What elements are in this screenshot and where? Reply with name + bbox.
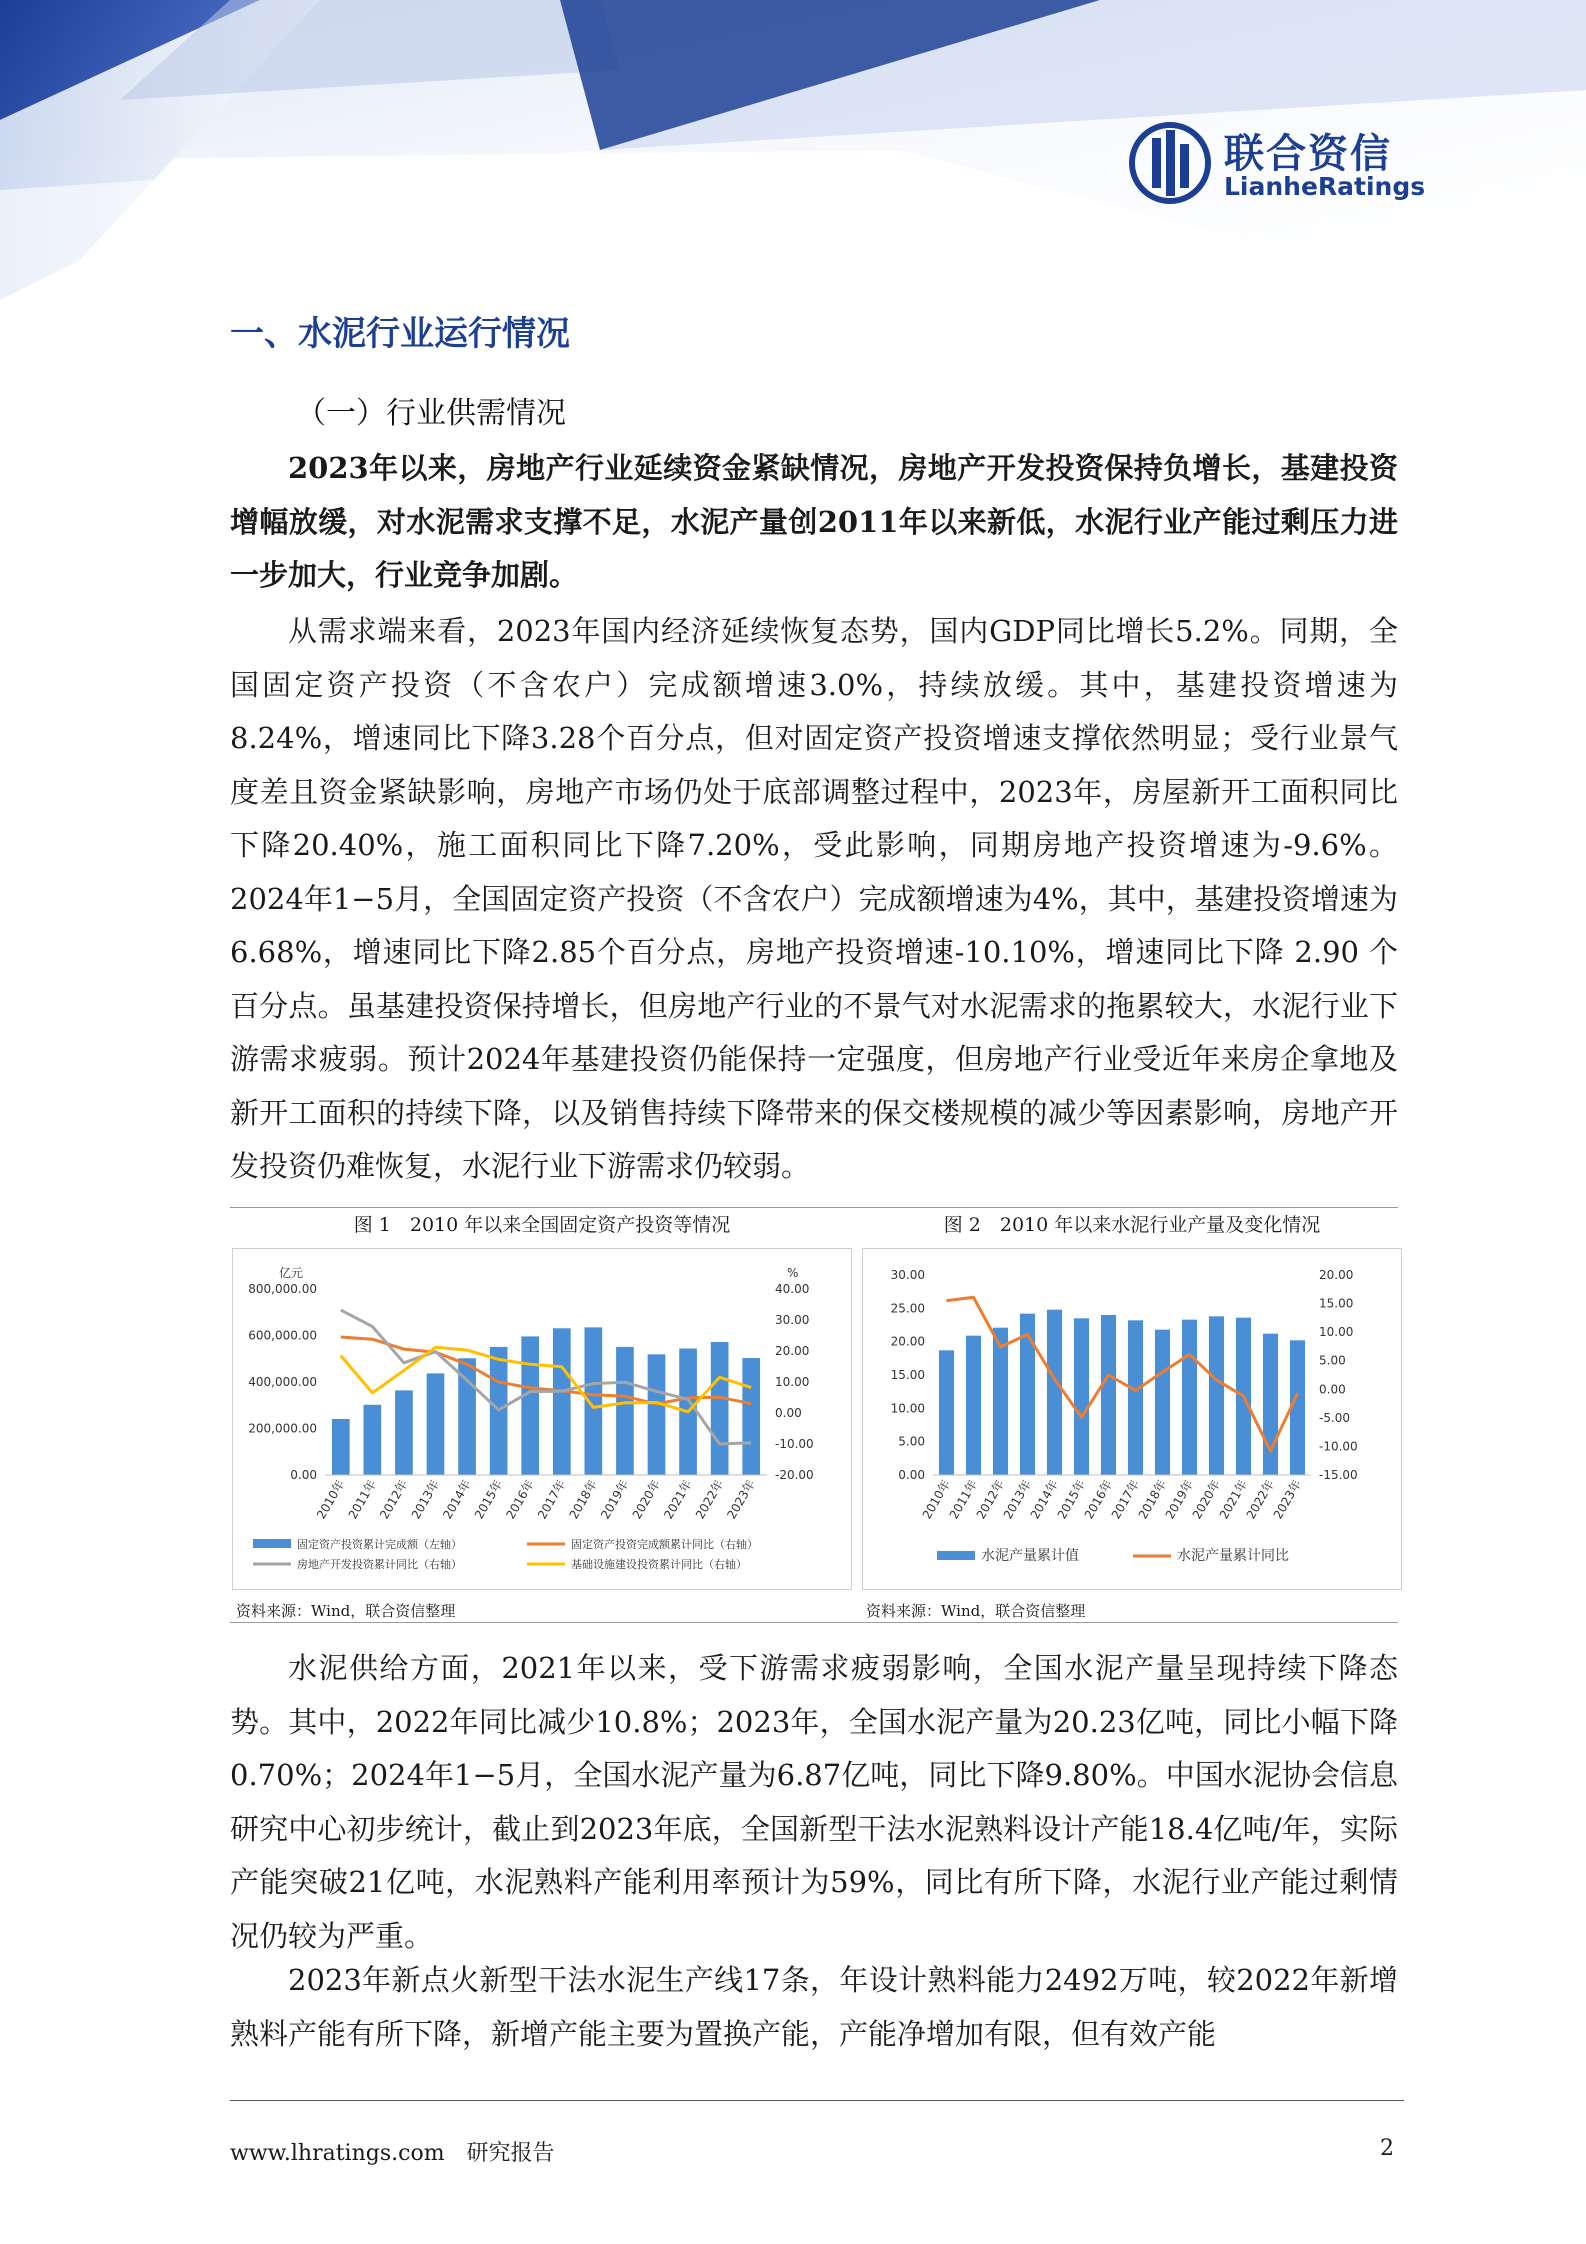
x-tick-label: 2018年	[1135, 1477, 1170, 1522]
x-tick-label: 2011年	[946, 1477, 981, 1522]
figure-2-source: 资料来源：Wind，联合资信整理	[866, 1602, 1086, 1620]
bar-2020年	[1209, 1316, 1224, 1475]
x-tick-label: 2010年	[919, 1477, 954, 1522]
y-axis-label: 亿元	[278, 1266, 303, 1280]
summary-paragraph: 2023年以来，房地产行业延续资金紧缺情况，房地产开发投资保持负增长，基建投资增幅放缓，对水泥需求支撑不足，水泥产量创2011年以来新低，水泥行业产能过剩压力进一步加大，行业竞争加剧。	[230, 451, 1398, 592]
x-tick-label: 2015年	[1054, 1477, 1089, 1522]
x-tick-label: 2013年	[1000, 1477, 1035, 1522]
x-tick-label: 2012年	[973, 1477, 1008, 1522]
y2-tick-label: -15.00	[1319, 1468, 1358, 1482]
bar-2018年	[1155, 1330, 1170, 1475]
y-tick-label: 5.00	[898, 1434, 925, 1449]
figure-bottom-rule	[230, 1622, 1398, 1623]
x-tick-label: 2023年	[1270, 1477, 1305, 1522]
bar-2011年	[966, 1336, 981, 1475]
x-tick-label: 2014年	[440, 1477, 474, 1522]
legend-swatch-0	[937, 1551, 975, 1560]
x-tick-label: 2021年	[1216, 1477, 1251, 1522]
y-tick-label: 800,000.00	[248, 1282, 317, 1296]
y2-tick-label: -10.00	[1319, 1439, 1358, 1454]
x-tick-label: 2012年	[377, 1477, 411, 1522]
x-tick-label: 2016年	[503, 1477, 537, 1522]
chart-fixed-asset-investment	[233, 1249, 851, 1589]
y2-tick-label: 15.00	[1319, 1296, 1354, 1311]
bar-2016年	[1101, 1315, 1116, 1475]
x-tick-label: 2018年	[566, 1477, 600, 1522]
new-lines-paragraph: 2023年新点火新型干法水泥生产线17条，年设计熟料能力2492万吨，较2022年新增熟料产能有所下降，新增产能主要为置换产能，产能净增加有限，但有效产能	[230, 1963, 1398, 2051]
y2-tick-label: 10.00	[775, 1375, 810, 1389]
x-tick-label: 2019年	[1162, 1477, 1197, 1522]
bar-2012年	[395, 1390, 413, 1475]
bar-2016年	[521, 1336, 539, 1475]
bar-2022年	[711, 1342, 729, 1475]
x-tick-label: 2020年	[629, 1477, 664, 1522]
y2-axis-label: %	[787, 1266, 799, 1280]
y2-tick-label: 5.00	[1319, 1353, 1346, 1368]
bar-2017年	[1128, 1320, 1143, 1475]
demand-paragraph: 从需求端来看，2023年国内经济延续恢复态势，国内GDP同比增长5.2%。同期，全国固定资产投资（不含农户）完成额增速3.0%，持续放缓。其中，基建投资增速为8.24%，增速同比下降3.28个百分点，但对固定资产投资增速支撑依然明显；受行业景气度差且资金紧缺影响，房地产市场仍处于底部调整过程中，2023年，房屋新开工面积同比下降20.40%，施工面积同比下降7.20%，受此影响，同期房地产投资增速为-9.6%。2024年1−5月，全国固定资产投资（不含农户）完成额增速为4%，其中，基建投资增速为6.68%，增速同比下降2.85个百分点，房地产投资增速-10.10%，增速同比下降 2.90 个百分点。虽基建投资保持增长，但房地产行业的不景气对水泥需求的拖累较大，水泥行业下游需求疲弱。预计2024年基建投资仍能保持一定强度，但房地产行业受近年来房企拿地及新开工面积的持续下降，以及销售持续下降带来的保交楼规模的减少等因素影响，房地产开发投资仍难恢复，水泥行业下游需求仍较弱。	[230, 614, 1398, 1183]
figure-1-title: 图 1 2010 年以来全国固定资产投资等情况	[353, 1214, 731, 1236]
legend-label: 基础设施建设投资累计同比（右轴）	[571, 1558, 747, 1571]
x-tick-label: 2015年	[471, 1477, 506, 1522]
y-tick-label: 0.00	[290, 1468, 317, 1482]
x-tick-label: 2011年	[345, 1477, 379, 1522]
x-tick-label: 2013年	[408, 1477, 443, 1522]
brand-name-cn: 联合资信	[1224, 131, 1392, 177]
y-tick-label: 200,000.00	[248, 1421, 317, 1436]
footer-rule	[230, 2100, 1404, 2101]
brand-logo-icon	[1128, 118, 1218, 208]
figure-1-source: 资料来源：Wind，联合资信整理	[236, 1602, 456, 1620]
subsection-title: （一）行业供需情况	[296, 396, 566, 431]
y2-tick-label: -20.00	[775, 1468, 814, 1482]
brand-logo	[1128, 118, 1428, 208]
bar-2010年	[332, 1419, 350, 1475]
footer-website: www.lhratings.com 研究报告	[230, 2141, 555, 2166]
bar-2019年	[1182, 1320, 1197, 1475]
y2-tick-label: 10.00	[1319, 1325, 1354, 1340]
x-tick-label: 2023年	[724, 1477, 758, 1522]
bar-2020年	[648, 1354, 666, 1475]
y2-tick-label: 40.00	[775, 1282, 810, 1296]
x-tick-label: 2017年	[534, 1477, 569, 1522]
bar-2010年	[939, 1350, 954, 1475]
y2-tick-label: 0.00	[1319, 1382, 1346, 1397]
x-tick-label: 2020年	[1189, 1477, 1224, 1522]
legend-label: 固定资产投资累计完成额（左轴）	[297, 1538, 462, 1551]
y2-tick-label: 30.00	[775, 1313, 810, 1327]
bar-2023年	[742, 1358, 760, 1475]
y-tick-label: 0.00	[898, 1468, 925, 1482]
x-tick-label: 2017年	[1108, 1477, 1143, 1522]
bar-2012年	[993, 1328, 1008, 1475]
x-tick-label: 2014年	[1027, 1477, 1062, 1522]
figure-1	[232, 1210, 852, 1630]
figure-1-frame	[232, 1248, 852, 1590]
chart-cement-output	[863, 1249, 1401, 1589]
legend-swatch-0	[253, 1539, 291, 1548]
y2-tick-label: -10.00	[775, 1437, 814, 1451]
y2-tick-label: 20.00	[775, 1344, 810, 1358]
section-title: 一、水泥行业运行情况	[230, 314, 570, 354]
x-tick-label: 2016年	[1081, 1477, 1116, 1522]
y-tick-label: 20.00	[890, 1334, 925, 1349]
footer-page-number: 2	[1380, 2136, 1394, 2161]
y-tick-label: 400,000.00	[248, 1375, 317, 1389]
legend-label: 水泥产量累计值	[981, 1548, 1079, 1564]
y2-tick-label: -5.00	[1319, 1410, 1351, 1425]
x-tick-label: 2010年	[313, 1477, 348, 1522]
y-tick-label: 30.00	[890, 1268, 925, 1282]
y-tick-label: 600,000.00	[248, 1328, 317, 1343]
y2-tick-label: 0.00	[775, 1406, 802, 1420]
y-tick-label: 10.00	[890, 1401, 925, 1416]
figure-2	[862, 1210, 1402, 1630]
bar-2017年	[553, 1328, 571, 1475]
x-tick-label: 2022年	[1243, 1477, 1278, 1522]
figure-2-title: 图 2 2010 年以来水泥行业产量及变化情况	[943, 1214, 1321, 1236]
y2-tick-label: 20.00	[1319, 1268, 1354, 1282]
bar-2019年	[616, 1347, 634, 1475]
figure-2-frame	[862, 1248, 1402, 1590]
bar-2015年	[1074, 1318, 1089, 1475]
bar-2022年	[1263, 1334, 1278, 1475]
y-tick-label: 15.00	[890, 1368, 925, 1382]
bar-2014年	[1047, 1310, 1062, 1475]
bar-2013年	[427, 1373, 445, 1475]
legend-label: 房地产开发投资累计同比（右轴）	[297, 1558, 462, 1571]
supply-paragraph: 水泥供给方面，2021年以来，受下游需求疲弱影响，全国水泥产量呈现持续下降态势。其中，2022年同比减少10.8%；2023年，全国水泥产量为20.23亿吨，同比小幅下降0.70%；2024年1−5月，全国水泥产量为6.87亿吨，同比下降9.80%。中国水泥协会信息研究中心初步统计，截止到2023年底，全国新型干法水泥熟料设计产能18.4亿吨/年，实际产能突破21亿吨，水泥熟料产能利用率预计为59%，同比有所下降，水泥行业产能过剩情况仍较为严重。	[230, 1651, 1398, 1953]
legend-label: 水泥产量累计同比	[1177, 1548, 1289, 1564]
x-tick-label: 2022年	[692, 1477, 727, 1522]
figure-top-rule	[230, 1207, 1398, 1208]
x-tick-label: 2021年	[661, 1477, 695, 1522]
brand-name-en: LianheRatings	[1224, 172, 1426, 201]
legend-label: 固定资产投资完成额累计同比（右轴）	[571, 1538, 758, 1551]
x-tick-label: 2019年	[598, 1477, 632, 1522]
y-tick-label: 25.00	[890, 1301, 925, 1316]
bar-2011年	[364, 1405, 382, 1475]
